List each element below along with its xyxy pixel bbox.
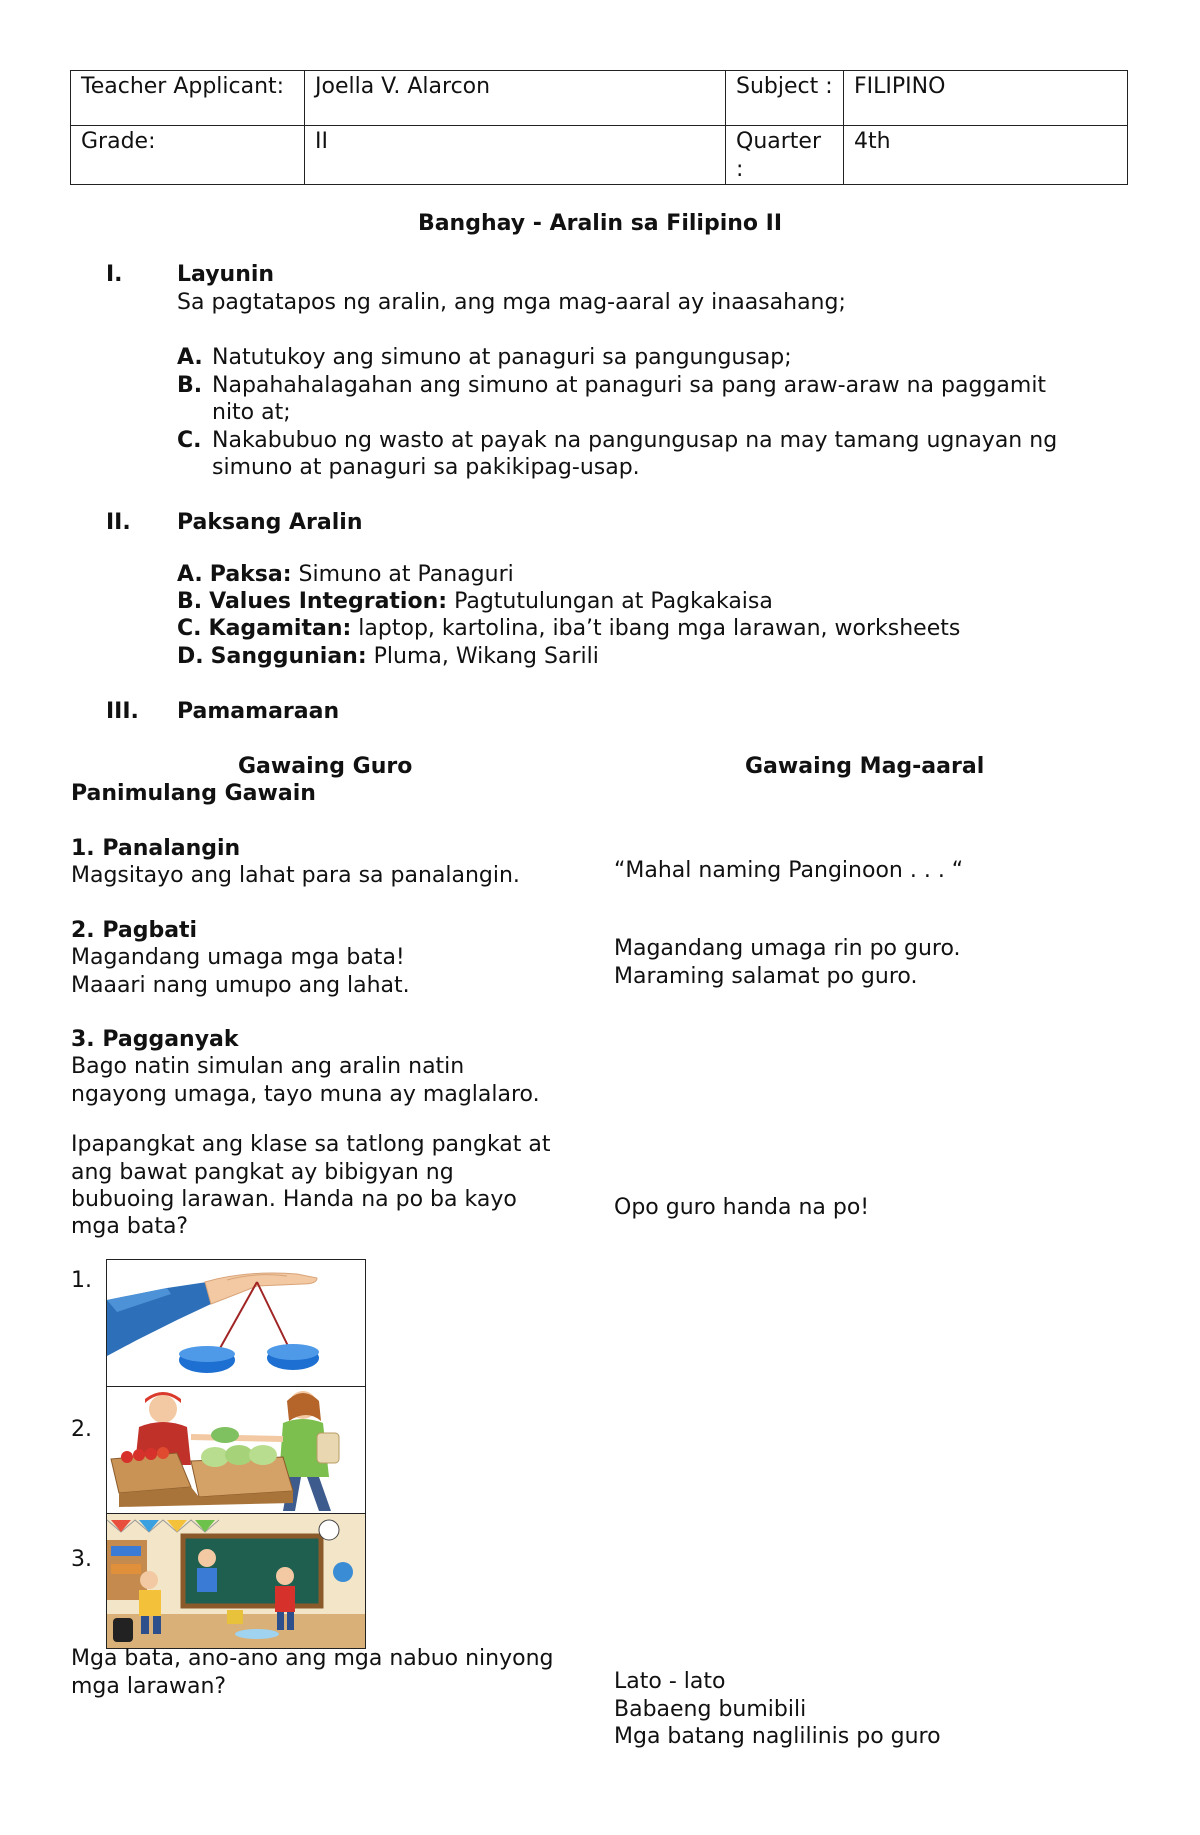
topic-b-value: Pagtutulungan at Pagkakaisa	[454, 589, 773, 614]
step2-title: 2. Pagbati	[71, 918, 198, 943]
picture2-number: 2.	[71, 1417, 92, 1442]
step1-title: 1. Panalangin	[71, 836, 241, 861]
objective-a-letter: A.	[177, 345, 203, 370]
section2-numeral: II.	[106, 510, 131, 535]
objective-c-text-cont: simuno at panaguri sa pakikipag-usap.	[212, 455, 640, 480]
quarter-label: Quarter :	[726, 126, 844, 185]
topic-b-label: Values Integration:	[209, 589, 448, 614]
topic-c-value: laptop, kartolina, iba’t ibang mga larawan, worksheets	[358, 616, 961, 641]
topic-a-label: Paksa:	[209, 562, 292, 587]
objective-b-text-cont: nito at;	[212, 400, 291, 425]
quarter-value: 4th	[844, 126, 1128, 185]
section1-heading: Layunin	[177, 262, 275, 287]
section3-numeral: III.	[106, 699, 139, 724]
grade-label: Grade:	[71, 126, 305, 185]
step3-instruction-line1: Ipapangkat ang klase sa tatlong pangkat at	[71, 1132, 551, 1157]
teacher-column-heading: Gawaing Guro	[238, 754, 413, 779]
classroom-cleaning-picture	[106, 1513, 366, 1649]
topic-c-letter: C.	[177, 616, 202, 641]
student-column-heading: Gawaing Mag-aaral	[745, 754, 985, 779]
topic-item-b	[177, 588, 773, 616]
market-icon	[107, 1387, 365, 1515]
step3-instruction-line3: bubuoing larawan. Handa na po ba kayo	[71, 1187, 517, 1212]
subject-label: Subject :	[726, 71, 844, 126]
answer-line2: Babaeng bumibili	[614, 1697, 807, 1722]
question-line1: Mga bata, ano-ano ang mga nabuo ninyong	[71, 1646, 554, 1671]
objective-a-text: Natutukoy ang simuno at panaguri sa pangungusap;	[212, 345, 792, 370]
lato-lato-icon	[107, 1260, 365, 1388]
step2-teacher-line1: Magandang umaga mga bata!	[71, 945, 405, 970]
section2-heading: Paksang Aralin	[177, 510, 363, 535]
step2-student-line1: Magandang umaga rin po guro.	[614, 936, 961, 961]
topic-d-value: Pluma, Wikang Sarili	[373, 644, 599, 669]
question-line2: mga larawan?	[71, 1674, 227, 1699]
topic-item-a	[177, 561, 514, 589]
section1-intro: Sa pagtatapos ng aralin, ang mga mag-aaral ay inaasahang;	[177, 290, 846, 315]
topic-a-value: Simuno at Panaguri	[298, 562, 514, 587]
step3-instruction-line4: mga bata?	[71, 1214, 189, 1239]
section3-heading: Pamamaraan	[177, 699, 340, 724]
step3-title: 3. Pagganyak	[71, 1027, 239, 1052]
answer-line3: Mga batang naglilinis po guro	[614, 1724, 941, 1749]
topic-d-letter: D.	[177, 644, 204, 669]
grade-value: II	[305, 126, 726, 185]
topic-d-label: Sanggunian:	[210, 644, 367, 669]
objective-b-letter: B.	[177, 373, 203, 398]
step1-student: “Mahal naming Panginoon . . . “	[614, 858, 964, 883]
teacher-value: Joella V. Alarcon	[305, 71, 726, 126]
subject-value: FILIPINO	[844, 71, 1128, 126]
activity-heading: Panimulang Gawain	[71, 781, 316, 806]
topic-c-label: Kagamitan:	[208, 616, 352, 641]
objective-c-text: Nakabubuo ng wasto at payak na pangungusap na may tamang ugnayan ng	[212, 428, 1058, 453]
answer-line1: Lato - lato	[614, 1669, 726, 1694]
section1-numeral: I.	[106, 262, 123, 287]
topic-a-letter: A.	[177, 562, 203, 587]
topic-b-letter: B.	[177, 589, 203, 614]
picture1-number: 1.	[71, 1268, 92, 1293]
objective-c-letter: C.	[177, 428, 202, 453]
topic-item-d	[177, 643, 599, 671]
step1-teacher: Magsitayo ang lahat para sa panalangin.	[71, 863, 520, 888]
step2-teacher-line2: Maaari nang umupo ang lahat.	[71, 973, 410, 998]
step3-instruction-line2: ang bawat pangkat ay bibigyan ng	[71, 1160, 454, 1185]
teacher-label: Teacher Applicant:	[71, 71, 305, 126]
classroom-icon	[107, 1514, 365, 1648]
picture3-number: 3.	[71, 1547, 92, 1572]
step3-teacher-line2: ngayong umaga, tayo muna ay maglalaro.	[71, 1082, 540, 1107]
step3-teacher-line1: Bago natin simulan ang aralin natin	[71, 1054, 465, 1079]
topic-item-c	[177, 615, 960, 643]
objective-b-text: Napahahalagahan ang simuno at panaguri sa pang araw-araw na paggamit	[212, 373, 1047, 398]
page-title: Banghay - Aralin sa Filipino II	[417, 211, 783, 236]
lato-lato-picture	[106, 1259, 366, 1389]
header-table	[70, 70, 1128, 185]
step3-student: Opo guro handa na po!	[614, 1195, 870, 1220]
step2-student-line2: Maraming salamat po guro.	[614, 964, 918, 989]
market-picture	[106, 1386, 366, 1516]
